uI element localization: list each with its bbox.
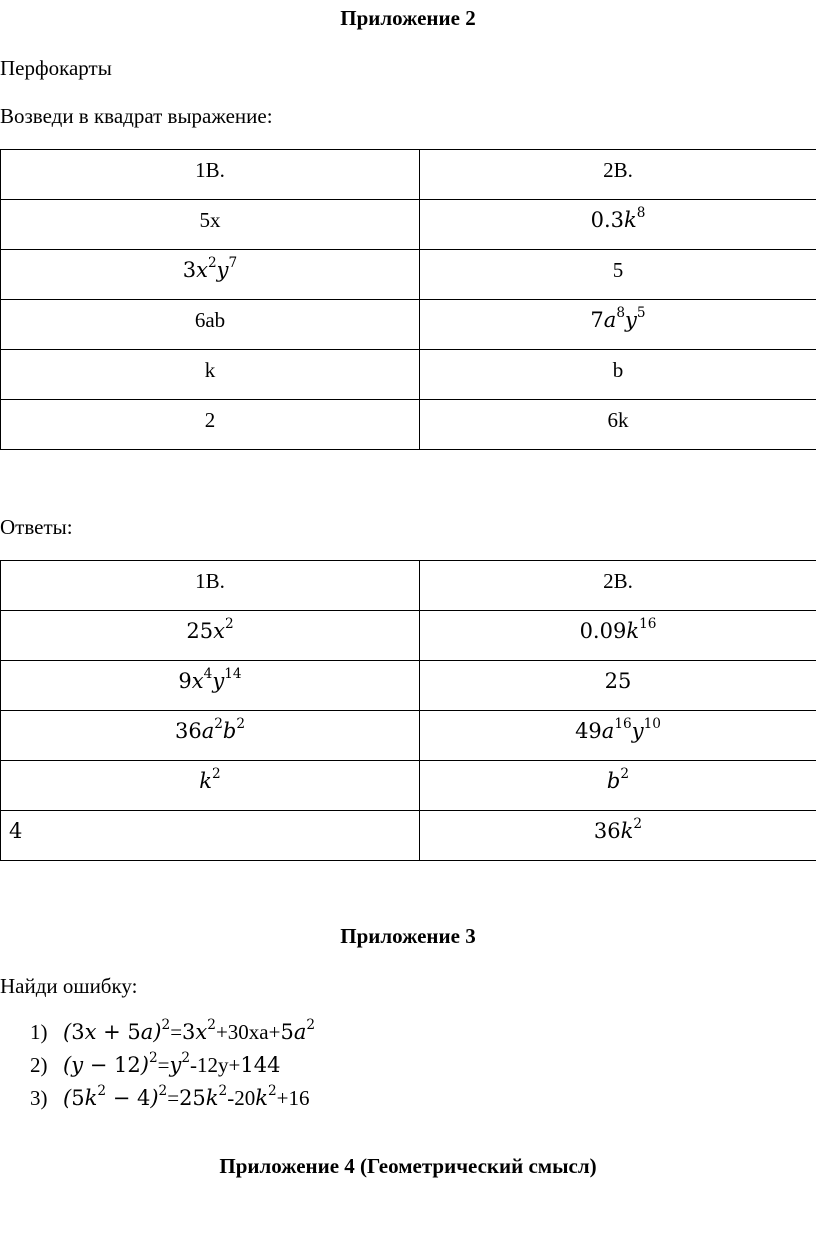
list-item [30, 1016, 315, 1049]
expression-text: 2 [204, 408, 216, 432]
table-cell [420, 611, 816, 661]
table-row [1, 200, 816, 250]
math-expression: $0.09k^{16}$ [579, 615, 657, 643]
table-row [1, 811, 816, 861]
list-number: 1) [30, 1020, 48, 1044]
table-cell [1, 400, 420, 450]
table-cell [1, 300, 420, 350]
table-cell [1, 811, 420, 861]
table-row [1, 250, 816, 300]
math-expression: $3x^2y^7$ [182, 254, 238, 282]
table-row [1, 400, 816, 450]
expressions-table [0, 149, 816, 450]
math-expression: $49a^{16}y^{10}$ [575, 715, 661, 743]
equation: $(y - 12)^2=y^2-12y+144$ [63, 1049, 281, 1077]
math-expression: $b^2$ [606, 765, 630, 793]
answers-label: Ответы: [0, 515, 73, 539]
list-item [30, 1049, 315, 1082]
table-row [1, 300, 816, 350]
expression-text: 5x [199, 208, 221, 232]
list-number: 2) [30, 1053, 48, 1077]
math-expression: $36k^2$ [593, 815, 643, 843]
column-header-variant-2: 2В. [420, 150, 816, 200]
math-expression: 4 [9, 819, 23, 843]
table-row [1, 711, 816, 761]
math-expression: $k^2$ [199, 765, 221, 793]
expression-text: 6k [607, 408, 629, 432]
table-cell [1, 711, 420, 761]
table-cell [420, 711, 816, 761]
column-header-variant-1: 1В. [1, 150, 420, 200]
table-header-row [1, 561, 816, 611]
table-cell [420, 200, 816, 250]
table-header-row [1, 150, 816, 200]
appendix-2-title: Приложение 2 [340, 6, 476, 30]
math-expression: $25x^2$ [186, 615, 234, 643]
math-expression: 25 [604, 669, 632, 693]
table-row [1, 611, 816, 661]
table-cell [1, 611, 420, 661]
error-list [30, 1016, 315, 1115]
expression-text: 5 [612, 258, 624, 282]
table-cell [420, 400, 816, 450]
appendix-3-title: Приложение 3 [340, 924, 476, 948]
expression-text: 6ab [194, 308, 226, 332]
table-row [1, 761, 816, 811]
expression-text: k [204, 358, 216, 382]
table-cell [420, 250, 816, 300]
table-cell [420, 811, 816, 861]
table-cell [420, 761, 816, 811]
table-row [1, 661, 816, 711]
answers-table [0, 560, 816, 861]
table-cell [1, 200, 420, 250]
appendix-4-title: Приложение 4 (Геометрический смысл) [219, 1154, 597, 1178]
table-cell [420, 350, 816, 400]
task-square-expression: Возведи в квадрат выражение: [0, 104, 273, 128]
equation: $(5k^2 - 4)^2=25k^2-20k^2+16$ [63, 1082, 310, 1110]
math-expression: $36a^2b^2$ [174, 715, 246, 743]
table-cell [1, 761, 420, 811]
table-cell [1, 250, 420, 300]
punch-cards-label: Перфокарты [0, 56, 112, 80]
math-expression: $0.3k^8$ [590, 204, 646, 232]
list-number: 3) [30, 1086, 48, 1110]
table-cell [1, 661, 420, 711]
list-item [30, 1082, 315, 1115]
column-header-variant-2: 2В. [420, 561, 816, 611]
math-expression: $9x^4y^{14}$ [178, 665, 242, 693]
table-row [1, 350, 816, 400]
expression-text: b [612, 358, 624, 382]
math-expression: $7a^8y^5$ [590, 304, 646, 332]
column-header-variant-1: 1В. [1, 561, 420, 611]
task-find-error: Найди ошибку: [0, 974, 138, 998]
equation: $(3x + 5a)^2=3x^2+30xa+5a^2$ [63, 1016, 316, 1044]
table-cell [420, 300, 816, 350]
table-cell [420, 661, 816, 711]
table-cell [1, 350, 420, 400]
